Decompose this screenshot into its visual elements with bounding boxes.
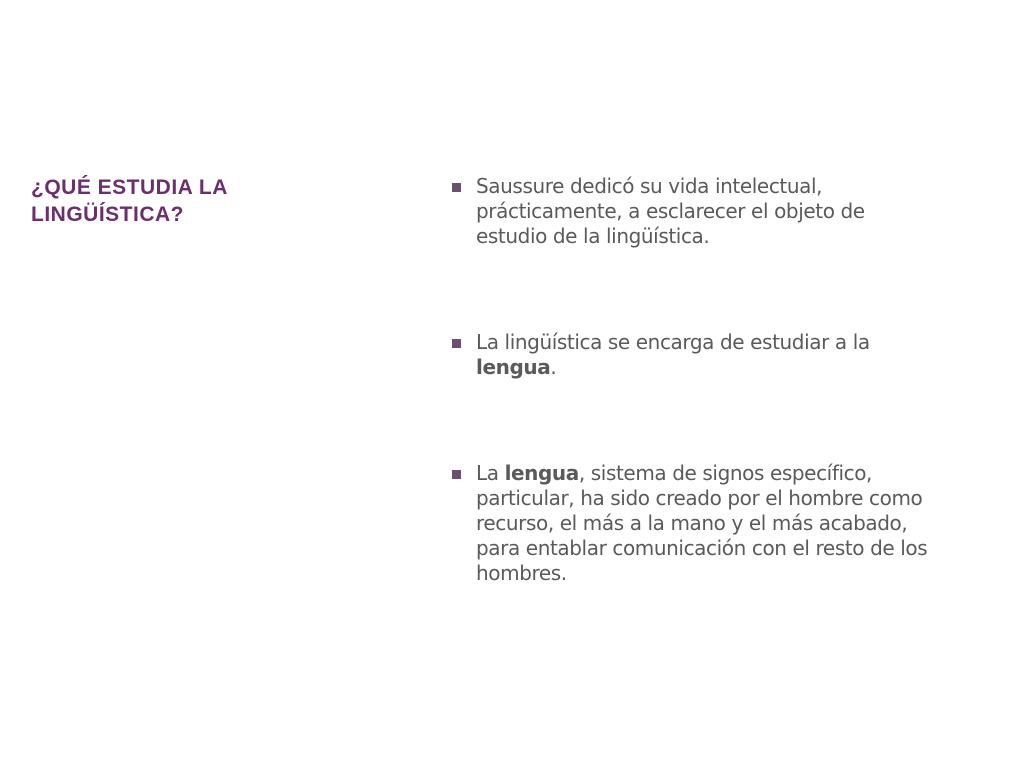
bullet-item-2 bbox=[452, 330, 932, 380]
bullet-text-pre: La bbox=[476, 461, 505, 485]
bullet-text-bold: lengua bbox=[476, 355, 551, 379]
bullet-text-bold: lengua bbox=[504, 461, 579, 485]
bullet-item-1 bbox=[452, 174, 932, 249]
bullet-text-pre: La lingüística se encarga de estudiar a la bbox=[476, 330, 870, 354]
square-bullet-icon bbox=[452, 470, 461, 479]
bullet-text: Saussure dedicó su vida intelectual, prácticamente, a esclarecer el objeto de estudio de la lingüística. bbox=[476, 174, 865, 248]
bullet-item-3 bbox=[452, 461, 932, 586]
bullet-list bbox=[452, 174, 932, 586]
square-bullet-icon bbox=[452, 339, 461, 348]
bullet-text-post: . bbox=[550, 355, 557, 379]
slide-title: ¿QUÉ ESTUDIA LA LINGÜÍSTICA? bbox=[31, 176, 228, 226]
square-bullet-icon bbox=[452, 183, 461, 192]
bullet-text-post: , sistema de signos específico, particular, ha sido creado por el hombre como recurso, el más a la mano y el más acabado, para entablar comunicación con el resto de los hombres. bbox=[476, 461, 928, 585]
